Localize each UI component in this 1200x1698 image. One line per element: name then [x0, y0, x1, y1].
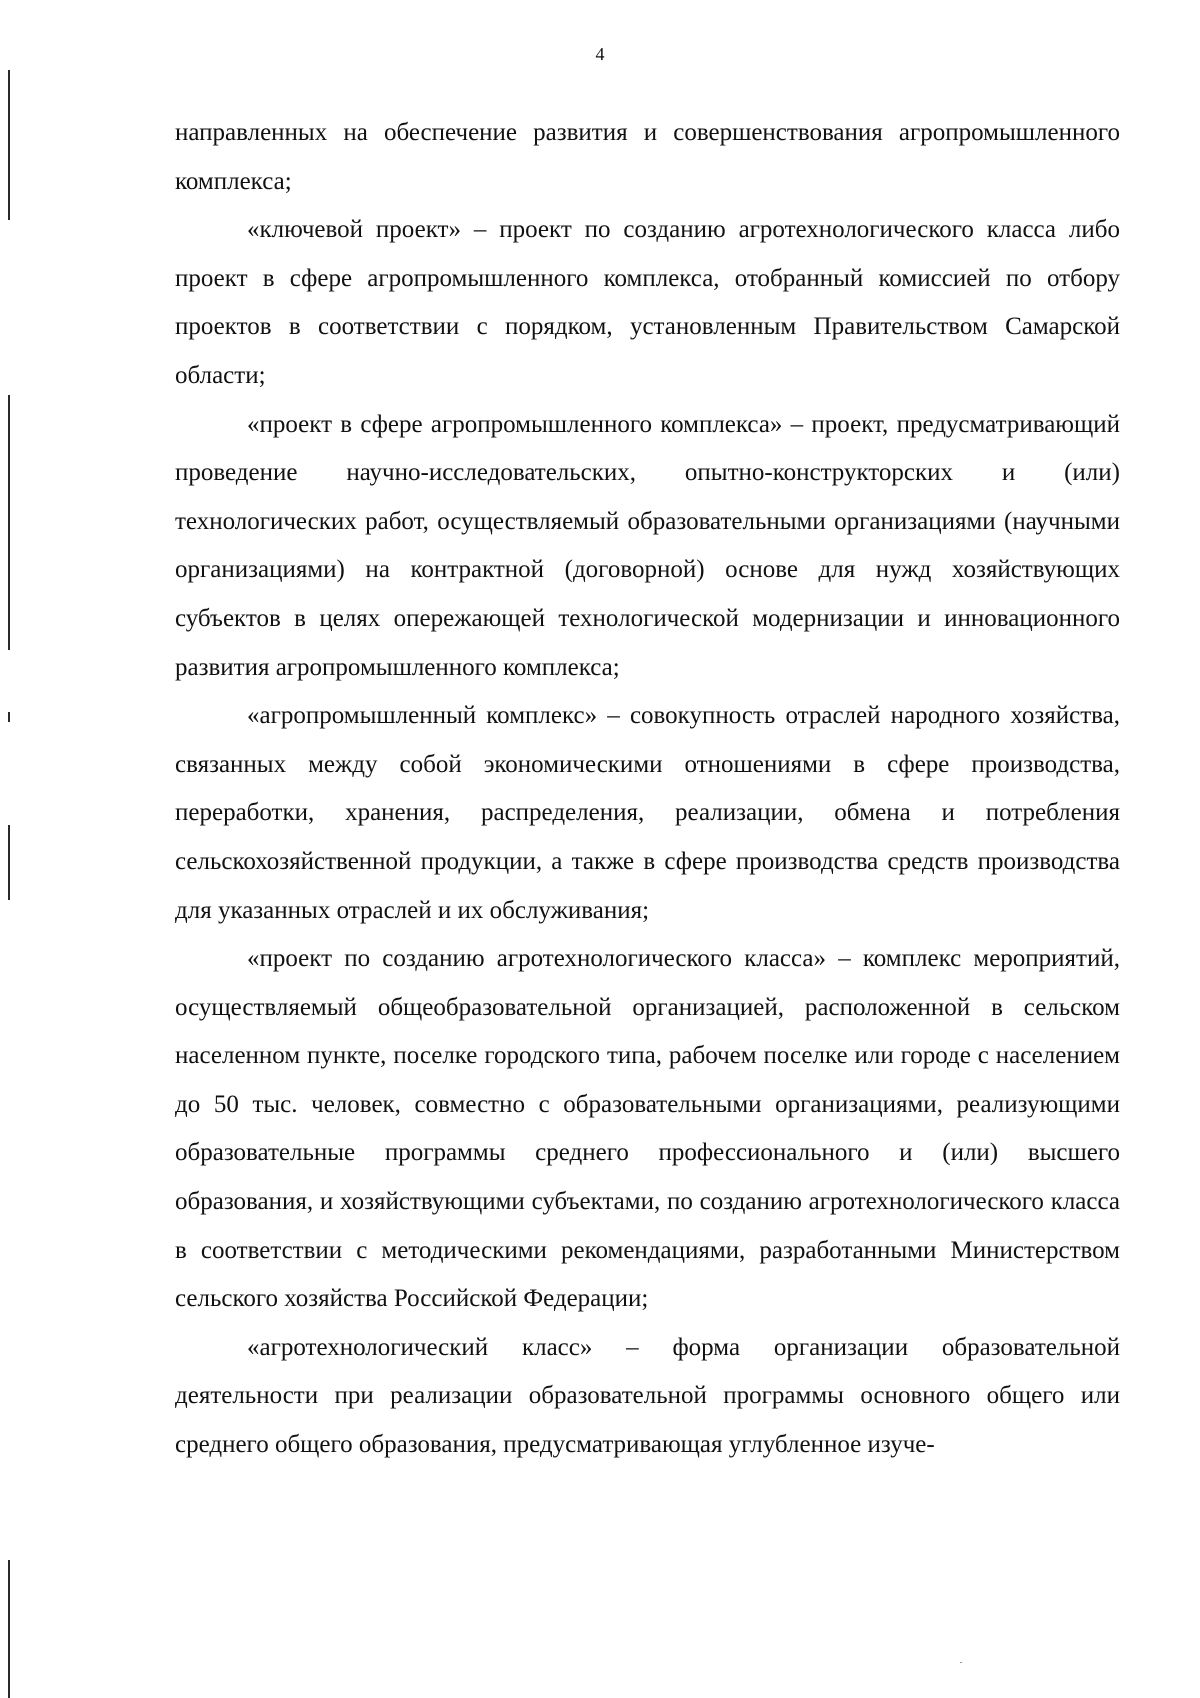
document-body [175, 109, 1120, 1470]
page-number: 4 [595, 44, 605, 64]
scan-edge-mark [8, 825, 10, 900]
paragraph: «ключевой проект» – проект по созданию агротехнологического класса либо проект в сфере агропромышленного комплекса, отобранный комиссией по отбору проектов в соответствии с порядком, установленным Правительством Самарской области; [175, 216, 1120, 389]
paragraph: «проект по созданию агротехнологического класса» – комплекс мероприятий, осуществляемый общеобразовательной организацией, расположенной в сельском населенном пункте, поселке городского типа, рабочем поселке или городе с населением до 50 тыс. человек, совместно с образовательными организациями, реализующими образовательные программы среднего профессионального и (или) высшего образования, и хозяйствующими субъектами, по созданию агротехнологического класса в соответствии с методическими рекомендациями, разработанными Министерством сельского хозяйства Российской Федерации; [175, 945, 1120, 1313]
scan-edge-mark [8, 395, 10, 650]
paragraph: «проект в сфере агропромышленного комплекса» – проект, предусматривающий проведение научно-исследовательских, опытно-конструкторских и (или) технологических работ, осуществляемый образовательными организациями (научными организациями) на контрактной (договорной) основе для нужд хозяйствующих субъектов в целях опережающей технологической модернизации и инновационного развития агропромышленного комплекса; [175, 410, 1120, 681]
scan-edge-mark [8, 712, 10, 722]
paragraph: «агропромышленный комплекс» – совокупность отраслей народного хозяйства, связанных между собой экономическими отношениями в сфере производства, переработки, хранения, распределения, реализации, обмена и потребления сельскохозяйственной продукции, а также в сфере производства средств производства для указанных отраслей и их обслуживания; [175, 702, 1120, 924]
scan-edge-mark [8, 1560, 10, 1698]
paragraph: «агротехнологический класс» – форма организации образовательной деятельности при реализации образовательной программы основного общего или среднего общего образования, предусматривающая углубленное изуче- [175, 1333, 1120, 1459]
scan-speck [960, 1662, 962, 1663]
scan-edge-mark [8, 70, 10, 220]
paragraph: направленных на обеспечение развития и совершенствования агропромышленного комплекса; [175, 119, 1120, 195]
